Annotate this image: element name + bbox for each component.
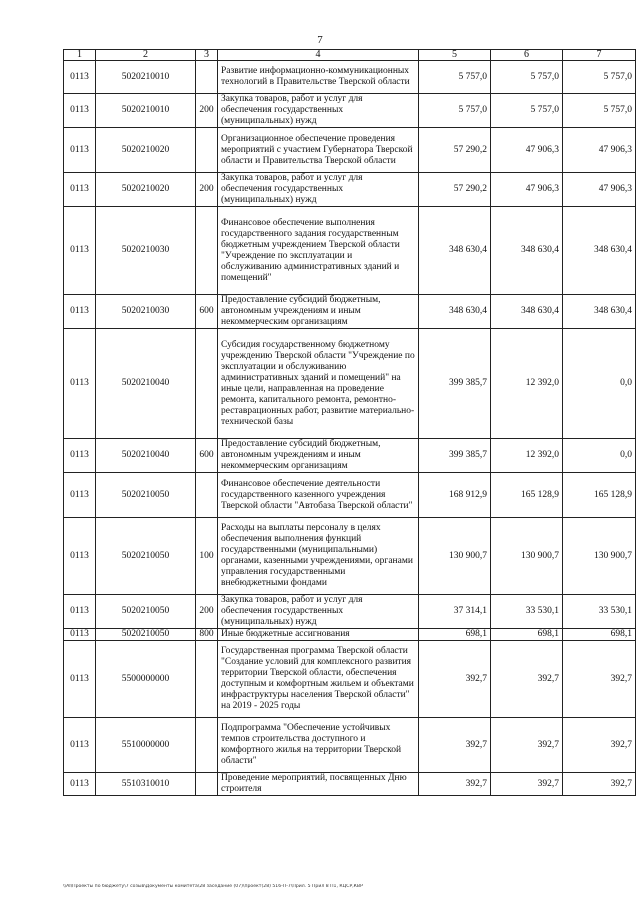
table-row — [64, 641, 636, 718]
column-header: 6 — [491, 50, 563, 61]
column-header: 3 — [196, 50, 218, 61]
section-code-cell: 0113 — [64, 473, 96, 518]
section-code-cell: 0113 — [64, 439, 96, 473]
amount-cell-year-1: 348 630,4 — [419, 295, 491, 329]
amount-cell-year-3: 392,7 — [563, 718, 636, 773]
item-name-cell: Закупка товаров, работ и услуг для обеспечения государственных (муниципальных) нужд — [218, 173, 419, 207]
amount-cell-year-2: 392,7 — [491, 773, 563, 796]
target-article-code-cell: 5020210010 — [96, 61, 196, 94]
amount-cell-year-1: 168 912,9 — [419, 473, 491, 518]
expense-type-code-cell — [196, 718, 218, 773]
table-row — [64, 61, 636, 94]
target-article-code-cell: 5510000000 — [96, 718, 196, 773]
expense-type-code-cell: 200 — [196, 94, 218, 128]
table-row — [64, 439, 636, 473]
item-name-cell: Закупка товаров, работ и услуг для обеспечения государственных (муниципальных) нужд — [218, 595, 419, 629]
item-name-cell: Финансовое обеспечение деятельности государственного казенного учреждения Тверской области "Автобаза Тверской области" — [218, 473, 419, 518]
amount-cell-year-1: 399 385,7 — [419, 329, 491, 439]
column-header: 7 — [563, 50, 636, 61]
amount-cell-year-2: 392,7 — [491, 641, 563, 718]
item-name-cell: Финансовое обеспечение выполнения государственного задания государственным бюджетным учреждением Тверской области "Учреждение по эксплуатации и обслуживанию административных зданий и помещений" — [218, 207, 419, 295]
expense-type-code-cell — [196, 641, 218, 718]
expense-type-code-cell: 600 — [196, 295, 218, 329]
amount-cell-year-2: 47 906,3 — [491, 128, 563, 173]
table-row — [64, 595, 636, 629]
table-row — [64, 94, 636, 128]
amount-cell-year-2: 165 128,9 — [491, 473, 563, 518]
target-article-code-cell: 5020210050 — [96, 629, 196, 641]
expense-type-code-cell — [196, 128, 218, 173]
section-code-cell: 0113 — [64, 61, 96, 94]
amount-cell-year-1: 698,1 — [419, 629, 491, 641]
target-article-code-cell: 5020210030 — [96, 295, 196, 329]
amount-cell-year-1: 392,7 — [419, 641, 491, 718]
expense-type-code-cell — [196, 329, 218, 439]
section-code-cell: 0113 — [64, 329, 96, 439]
expense-type-code-cell: 600 — [196, 439, 218, 473]
item-name-cell: Закупка товаров, работ и услуг для обеспечения государственных (муниципальных) нужд — [218, 94, 419, 128]
section-code-cell: 0113 — [64, 295, 96, 329]
amount-cell-year-1: 5 757,0 — [419, 94, 491, 128]
amount-cell-year-2: 392,7 — [491, 718, 563, 773]
table-row — [64, 718, 636, 773]
column-header: 4 — [218, 50, 419, 61]
table-body — [64, 61, 636, 796]
expense-type-code-cell — [196, 207, 218, 295]
amount-cell-year-3: 0,0 — [563, 439, 636, 473]
amount-cell-year-2: 348 630,4 — [491, 207, 563, 295]
table-row — [64, 128, 636, 173]
target-article-code-cell: 5020210050 — [96, 473, 196, 518]
amount-cell-year-2: 47 906,3 — [491, 173, 563, 207]
amount-cell-year-3: 348 630,4 — [563, 207, 636, 295]
amount-cell-year-3: 0,0 — [563, 329, 636, 439]
amount-cell-year-3: 33 530,1 — [563, 595, 636, 629]
amount-cell-year-3: 348 630,4 — [563, 295, 636, 329]
amount-cell-year-1: 57 290,2 — [419, 173, 491, 207]
item-name-cell: Предоставление субсидий бюджетным, автономным учреждениям и иным некоммерческим организациям — [218, 295, 419, 329]
amount-cell-year-1: 37 314,1 — [419, 595, 491, 629]
amount-cell-year-2: 130 900,7 — [491, 518, 563, 595]
amount-cell-year-2: 5 757,0 — [491, 61, 563, 94]
amount-cell-year-3: 47 906,3 — [563, 173, 636, 207]
amount-cell-year-2: 348 630,4 — [491, 295, 563, 329]
expense-type-code-cell — [196, 473, 218, 518]
table-row — [64, 207, 636, 295]
target-article-code-cell: 5020210040 — [96, 439, 196, 473]
target-article-code-cell: 5020210020 — [96, 128, 196, 173]
file-path-footer: \\AI\Проекты по бюджету\7 созыв\Документы комитета\28 заседание (07)\проект(28) 516-П-7\Прил. 5 Прил 8 П1, КЦСР,КВР — [63, 884, 363, 889]
item-name-cell: Субсидия государственному бюджетному учреждению Тверской области "Учреждение по эксплуатации и обслуживанию административных зданий и помещений" на иные цели, направленная на проведение ремонта, капитального ремонта, ремонтно-реставрационных работ, развитие материально-технической базы — [218, 329, 419, 439]
amount-cell-year-1: 57 290,2 — [419, 128, 491, 173]
target-article-code-cell: 5020210030 — [96, 207, 196, 295]
target-article-code-cell: 5500000000 — [96, 641, 196, 718]
amount-cell-year-2: 698,1 — [491, 629, 563, 641]
amount-cell-year-3: 392,7 — [563, 641, 636, 718]
amount-cell-year-2: 12 392,0 — [491, 439, 563, 473]
item-name-cell: Государственная программа Тверской области "Создание условий для комплексного развития территории Тверской области, обеспечения доступным и комфортным жильем и объектами инфраструктуры населения Тверской области" на 2019 - 2025 годы — [218, 641, 419, 718]
target-article-code-cell: 5020210050 — [96, 518, 196, 595]
amount-cell-year-1: 5 757,0 — [419, 61, 491, 94]
amount-cell-year-1: 399 385,7 — [419, 439, 491, 473]
section-code-cell: 0113 — [64, 595, 96, 629]
target-article-code-cell: 5020210010 — [96, 94, 196, 128]
section-code-cell: 0113 — [64, 629, 96, 641]
column-header: 5 — [419, 50, 491, 61]
target-article-code-cell: 5020210050 — [96, 595, 196, 629]
page-number: 7 — [317, 34, 323, 46]
table-row — [64, 473, 636, 518]
amount-cell-year-3: 165 128,9 — [563, 473, 636, 518]
section-code-cell: 0113 — [64, 773, 96, 796]
amount-cell-year-3: 5 757,0 — [563, 94, 636, 128]
section-code-cell: 0113 — [64, 718, 96, 773]
expense-type-code-cell: 100 — [196, 518, 218, 595]
amount-cell-year-2: 12 392,0 — [491, 329, 563, 439]
item-name-cell: Подпрограмма "Обеспечение устойчивых темпов строительства доступного и комфортного жилья на территории Тверской области" — [218, 718, 419, 773]
amount-cell-year-3: 392,7 — [563, 773, 636, 796]
item-name-cell: Предоставление субсидий бюджетным, автономным учреждениям и иным некоммерческим организациям — [218, 439, 419, 473]
expense-type-code-cell: 200 — [196, 595, 218, 629]
table-row — [64, 518, 636, 595]
section-code-cell: 0113 — [64, 94, 96, 128]
section-code-cell: 0113 — [64, 518, 96, 595]
section-code-cell: 0113 — [64, 641, 96, 718]
expense-type-code-cell — [196, 773, 218, 796]
target-article-code-cell: 5020210020 — [96, 173, 196, 207]
amount-cell-year-1: 392,7 — [419, 773, 491, 796]
expense-type-code-cell: 200 — [196, 173, 218, 207]
column-header: 1 — [64, 50, 96, 61]
table-row — [64, 629, 636, 641]
amount-cell-year-2: 33 530,1 — [491, 595, 563, 629]
item-name-cell: Организационное обеспечение проведения мероприятий с участием Губернатора Тверской области и Правительства Тверской области — [218, 128, 419, 173]
target-article-code-cell: 5510310010 — [96, 773, 196, 796]
section-code-cell: 0113 — [64, 207, 96, 295]
item-name-cell: Проведение мероприятий, посвященных Дню строителя — [218, 773, 419, 796]
amount-cell-year-2: 5 757,0 — [491, 94, 563, 128]
item-name-cell: Иные бюджетные ассигнования — [218, 629, 419, 641]
amount-cell-year-1: 130 900,7 — [419, 518, 491, 595]
item-name-cell: Развитие информационно-коммуникационных технологий в Правительстве Тверской области — [218, 61, 419, 94]
table-row — [64, 773, 636, 796]
amount-cell-year-3: 5 757,0 — [563, 61, 636, 94]
header-row — [64, 50, 636, 61]
table-row — [64, 329, 636, 439]
column-header: 2 — [96, 50, 196, 61]
table-row — [64, 173, 636, 207]
expense-type-code-cell — [196, 61, 218, 94]
amount-cell-year-3: 698,1 — [563, 629, 636, 641]
amount-cell-year-3: 130 900,7 — [563, 518, 636, 595]
item-name-cell: Расходы на выплаты персоналу в целях обеспечения выполнения функций государственными (муниципальными) органами, казенными учреждениями, органами управления государственными внебюджетными фондами — [218, 518, 419, 595]
expense-type-code-cell: 800 — [196, 629, 218, 641]
amount-cell-year-1: 392,7 — [419, 718, 491, 773]
amount-cell-year-3: 47 906,3 — [563, 128, 636, 173]
budget-table — [63, 49, 636, 796]
target-article-code-cell: 5020210040 — [96, 329, 196, 439]
section-code-cell: 0113 — [64, 173, 96, 207]
amount-cell-year-1: 348 630,4 — [419, 207, 491, 295]
section-code-cell: 0113 — [64, 128, 96, 173]
table-row — [64, 295, 636, 329]
